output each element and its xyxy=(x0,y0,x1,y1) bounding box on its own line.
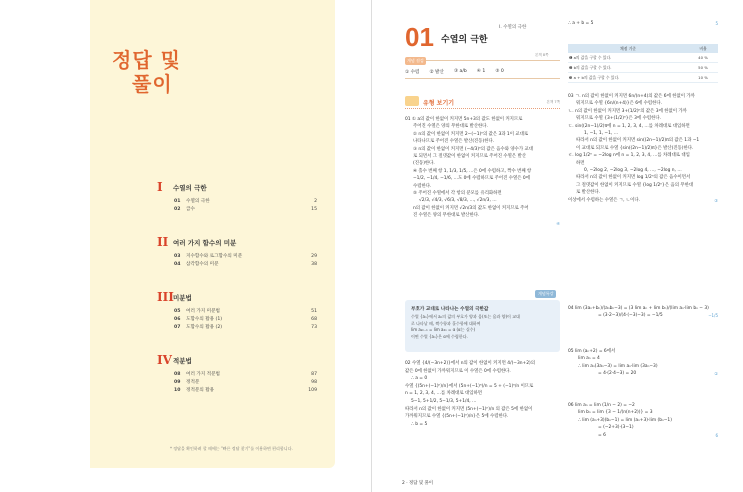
table-header: 채점 기준 xyxy=(568,44,688,53)
chapter-sub: 본책 8쪽 xyxy=(535,53,549,57)
answer-04: −1/5 xyxy=(708,313,718,319)
concept-item: ① 수렴 xyxy=(405,70,420,75)
chapter-page: 29 xyxy=(311,253,317,259)
chapter-page: 51 xyxy=(311,308,317,314)
right-column-top xyxy=(568,20,718,27)
chapter-name: 급수 xyxy=(186,207,195,212)
table-cell: 10 % xyxy=(688,73,718,83)
concept-item: ④ 1 xyxy=(476,69,486,74)
table-of-contents xyxy=(157,180,317,404)
text-line: 나타나므로 주어진 수열은 발산(진동)한다. xyxy=(413,139,495,145)
reference-tab: 개념특강 xyxy=(535,290,556,298)
chapter-num: 08 xyxy=(174,371,181,377)
text-line: 워지므로 수열 {3+(1/2)ⁿ}은 3에 수렴한다. xyxy=(576,116,661,122)
chapter-name: 지수함수와 로그함수의 미분 xyxy=(186,254,243,259)
text-line: 로 발산한다. xyxy=(576,190,600,196)
text-line: 5−1, 5+1/2, 5−1/3, 5+1/4, … xyxy=(411,398,477,404)
problem-01 xyxy=(405,116,560,228)
text-line: ∴ b = 5 xyxy=(411,421,428,427)
chapter-number: 01 xyxy=(405,22,434,52)
chapter-page: 98 xyxy=(311,379,317,385)
section-page: 본책 7쪽 xyxy=(546,100,560,104)
concept-badge: 개념 점검 xyxy=(407,58,424,63)
table-row xyxy=(568,73,718,83)
text-line: 하면 xyxy=(576,160,585,166)
text-line: 따라서 n의 값이 한없이 커지면 log 1/2ⁿ의 값은 음수이면서 xyxy=(576,175,691,181)
answer-03: ③ xyxy=(714,197,718,203)
chapter-name: 도함수의 활용 (2) xyxy=(186,325,223,330)
section-icon xyxy=(405,96,419,106)
text-line: ③ n의 값이 한없이 커지면 (−4/3)ⁿ의 값은 음수와 양수가 교대 xyxy=(413,146,534,152)
text-line: 이면 수열 {aₙ}은 α에 수렴한다. xyxy=(411,333,468,339)
chapter-page: 2 xyxy=(314,198,317,204)
text-line: 로 되면서 그 절댓값이 한없이 커지므로 주어진 수열은 발산 xyxy=(413,154,526,160)
text-line: 로 나타날 때, 짝수항과 홀수항에 대하여 xyxy=(411,320,481,326)
chapter-num: 05 xyxy=(174,308,181,314)
toc-chapter[interactable] xyxy=(174,378,317,386)
answer-01: ④ xyxy=(556,220,560,226)
text-line: ④ 홀수 번째 항 1, 1/3, 1/5, …은 0에 수렴하고, 짝수 번째 항 xyxy=(413,168,532,174)
text-line: n = 1, 2, 3, 4, …를 차례대로 대입하면 xyxy=(405,391,482,397)
text-line: = 4·(2·4−3) = 20 xyxy=(598,371,637,377)
text-line: 0, −2log 2, −2log 3, −2log 4, …, −2log n, … xyxy=(584,168,682,174)
text-line: 02 수열 {4/(−3n+2)}에서 n의 값이 한없이 커지면 4/(−3n+2)의 xyxy=(405,361,535,366)
chapter-title: 수열의 극한 xyxy=(441,35,488,45)
text-line: ∴ lim aₙ(3aₙ−3) = lim aₙ·lim (3aₙ−3) xyxy=(578,363,658,369)
toc-chapter[interactable] xyxy=(174,323,317,331)
chapter-num: 01 xyxy=(174,198,181,204)
concept-check xyxy=(405,60,560,79)
text-line: 이상에서 수렴하는 수열은 ㄱ, ㄴ이다. xyxy=(568,197,640,203)
answer-06: 6 xyxy=(715,432,718,438)
chapter-page: 38 xyxy=(311,261,317,267)
chapter-name: 수열의 극한 xyxy=(186,199,210,204)
text-line: lim a₂ₙ₋₁ = lim a₂ₙ = α (α는 실수) xyxy=(411,327,476,333)
text-line: ∴ a + b = 5 xyxy=(568,21,594,26)
answer-title-line1: 정답 및 xyxy=(112,48,181,72)
text-line: 워지므로 수열 {6n/(n+4)}은 6에 수렴한다. xyxy=(576,101,662,107)
text-line: √2/3, √4/3, √6/3, √8/3, …, √2n/3, … xyxy=(419,198,497,204)
section-label: 유형 보기기 xyxy=(423,100,455,107)
part-roman: III xyxy=(157,290,174,304)
text-line: ⑤ 주어진 수열에서 각 항의 분모를 유리화하면 xyxy=(413,191,502,197)
text-line: ㄴ. n의 값이 한없이 커지면 3+(1/2)ⁿ의 값은 3에 한없이 가까 xyxy=(568,108,687,114)
section-header xyxy=(405,98,560,109)
part-title[interactable]: 수열의 극한 xyxy=(173,183,207,192)
problem-03 xyxy=(568,93,718,204)
table-header-row xyxy=(568,44,718,53)
text-line: = 6 xyxy=(598,432,606,438)
chapter-num: 03 xyxy=(174,253,181,259)
chapter-name: 정적분의 활용 xyxy=(186,388,215,393)
text-line: ∴ lim (aₙ+3)(bₙ−1) = lim (aₙ+3)·lim (bₙ−1) xyxy=(578,417,672,423)
answer-05: ① xyxy=(714,371,718,377)
problem-05 xyxy=(568,348,718,378)
part-roman: II xyxy=(157,235,169,249)
text-line: 가까워지므로 수열 {(5n+(−1)ⁿ)/n}은 5에 수렴한다. xyxy=(405,414,509,420)
chapter-name: 여러 가지 적분법 xyxy=(186,372,220,377)
concept-items xyxy=(405,69,504,75)
text-line: ② n의 값이 한없이 커지면 2−(−1)ⁿ의 값은 3과 1이 교대로 xyxy=(413,131,529,137)
text-line: n의 값이 한없이 커지면 √2n/3의 값도 한없이 커지므로 주어 xyxy=(413,205,529,211)
table-row xyxy=(568,53,718,63)
reference-body xyxy=(411,314,556,340)
text-line: 06 lim aₙ = lim (1/n − 2) = −2 xyxy=(568,403,635,408)
problem-06 xyxy=(568,402,718,439)
chapter-name: 삼각함수의 미분 xyxy=(186,262,219,267)
concept-item: ⑤ 0 xyxy=(495,69,504,74)
chapter-num: 10 xyxy=(174,387,181,393)
text-line: 따라서 n의 값이 한없이 커지면 (5n+(−1)ⁿ)/n 의 값은 5에 한없이 xyxy=(405,406,533,412)
part-roman: IV xyxy=(157,353,172,367)
chapter-num: 02 xyxy=(174,206,181,212)
problem-02 xyxy=(405,360,560,428)
table-cell: 50 % xyxy=(688,63,718,73)
right-page xyxy=(372,0,743,492)
scoring-table xyxy=(568,44,718,83)
text-line: 그 절댓값이 한없이 커지므로 수열 {log 1/2ⁿ}은 음의 무한대 xyxy=(576,182,694,188)
text-line: 이 교대로 되므로 수열 {sin((2n−1)/2)π}은 발산(진동)한다. xyxy=(576,145,694,151)
text-line: ㄷ. sin((2n−1)/2)π에 n = 1, 2, 3, 4, …를 차례대로 대입하면 xyxy=(568,123,690,129)
text-line: ㄹ. log 1/2ⁿ = −2log n에 n = 1, 2, 3, 4, …를 차례대로 대입 xyxy=(568,153,690,159)
toc-chapter[interactable] xyxy=(174,260,317,268)
toc-chapter[interactable] xyxy=(174,315,317,323)
table-row xyxy=(568,63,718,73)
toc-chapter[interactable] xyxy=(174,252,317,260)
text-line: 1, −1, 1, −1, … xyxy=(584,131,619,137)
chapter-page: 68 xyxy=(311,316,317,322)
toc-chapter[interactable] xyxy=(174,386,317,394)
toc-chapter[interactable] xyxy=(174,197,317,205)
chapter-page: 73 xyxy=(311,324,317,330)
text-line: 01 ① a의 값이 한없이 커지면 5n+3의 값도 한없이 커지므로 xyxy=(405,117,523,122)
table-cell: 40 % xyxy=(688,53,718,63)
chapter-name: 도함수의 활용 (1) xyxy=(186,317,223,322)
concept-item: ② 발산 xyxy=(429,70,444,75)
text-line: 따라서 n의 값이 한없이 커지면 sin((2n−1)/2)π의 값은 1과 −1 xyxy=(576,138,700,144)
chapter-num: 09 xyxy=(174,379,181,385)
toc-part xyxy=(157,353,317,394)
text-line: 03 ㄱ. n의 값이 한없이 커지면 6n/(n+4)의 값은 6에 한없이 가까 xyxy=(568,94,695,99)
text-line: 수렴한다. xyxy=(413,183,432,189)
table-cell: ❶ a의 값을 구할 수 있다. xyxy=(568,53,688,63)
part-title[interactable]: 여러 가지 함수의 미분 xyxy=(173,238,237,247)
text-line: 04 lim (3aₙ+bₙ)/(aₙbₙ−3) = (3 lim aₙ + lim bₙ)/(lim aₙ·lim bₙ − 3) xyxy=(568,306,709,311)
text-line: lim aₙ = 4 xyxy=(578,356,600,362)
chapter-name: 여러 가지 미분법 xyxy=(186,309,220,314)
answer-title-line2: 풀이 xyxy=(132,72,173,96)
concept-item: ③ a/b xyxy=(453,69,467,74)
chapter-page: 87 xyxy=(311,371,317,377)
toc-chapter[interactable] xyxy=(174,370,317,378)
chapter-num: 07 xyxy=(174,324,181,330)
toc-chapter[interactable] xyxy=(174,205,317,213)
usage-note: * 정답을 확인하려 할 때에는 "빠른 정답 찾기"를 이용하면 편리합니다. xyxy=(170,446,293,451)
table-cell: ❸ a + b의 값을 구할 수 있다. xyxy=(568,73,688,83)
text-line: 수열 {aₙ}에서 aₙ의 값의 부호가 양과 음(또는 음과 양)이 교대 xyxy=(411,314,520,319)
table-header: 비율 xyxy=(688,44,718,53)
page-footer: 2 · 정답 및 풀이 xyxy=(402,481,433,486)
answer-title xyxy=(112,48,181,96)
chapter-num: 06 xyxy=(174,316,181,322)
text-line: = (−2+3)·(3−1) xyxy=(598,425,634,431)
toc-chapter[interactable] xyxy=(174,307,317,315)
part-title[interactable]: 미분법 xyxy=(173,293,192,302)
text-line: −1/2, −1/4, −1/6, …도 0에 수렴하므로 주어진 수열은 0에 xyxy=(413,176,530,182)
text-line: lim bₙ = lim {3 − 1/(n(n+2))} = 3 xyxy=(578,410,653,416)
top-answer: 5 xyxy=(715,21,718,26)
text-line: 값은 0에 한없이 가까워지므로 이 수열은 0에 수렴한다. xyxy=(405,368,511,374)
reference-box xyxy=(405,300,560,352)
chapter-num: 04 xyxy=(174,261,181,267)
problem-04 xyxy=(568,305,718,320)
toc-part xyxy=(157,180,317,213)
text-line: = (3·2−3)/(4·(−3)−3) = −1/5 xyxy=(598,313,663,319)
part-roman: I xyxy=(157,180,163,194)
toc-part xyxy=(157,235,317,268)
toc-part xyxy=(157,290,317,331)
left-page xyxy=(0,0,371,492)
chapter-page: 109 xyxy=(308,387,317,393)
text-line: (진동)한다. xyxy=(413,161,435,167)
chapter-tag: I. 수열의 극한 xyxy=(499,25,527,30)
text-line: 주어진 수열은 양의 무한대로 발산한다. xyxy=(413,124,488,130)
table-cell: ❷ b의 값을 구할 수 있다. xyxy=(568,63,688,73)
text-line: 수열 {(5n+(−1)ⁿ)/n}에서 (5n+(−1)ⁿ)/n = 5 + (−1)ⁿ/n 이므로 xyxy=(405,383,534,389)
chapter-page: 15 xyxy=(311,206,317,212)
text-line: 진 수열은 양의 무한대로 발산한다. xyxy=(413,213,480,219)
chapter-name: 정적분 xyxy=(186,380,200,385)
text-line: ∴ a = 0 xyxy=(411,376,428,382)
reference-title: 부호가 교대로 나타나는 수열의 극한값 xyxy=(411,307,489,312)
part-title[interactable]: 적분법 xyxy=(173,356,192,365)
text-line: 05 lim (aₙ+2) = 6에서 xyxy=(568,349,616,354)
